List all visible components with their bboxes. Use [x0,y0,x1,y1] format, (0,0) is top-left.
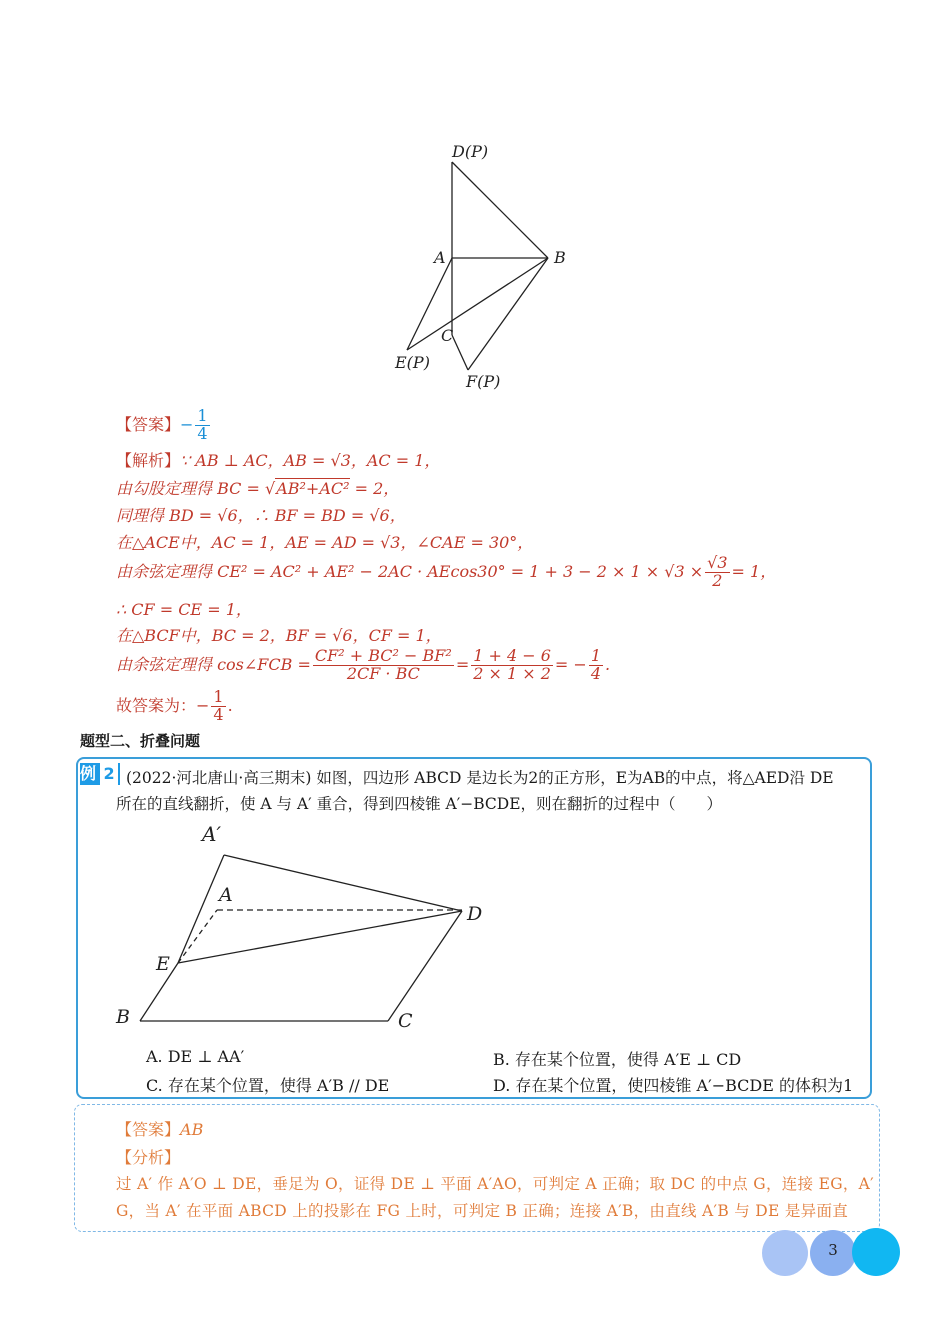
label-f: F(P) [466,372,501,391]
answer2-tag: 【答案】 [116,1120,181,1139]
analysis-line-7: 在△BCF中，BC = 2，BF = √6，CF = 1， [116,626,442,645]
label-e: E(P) [395,353,430,372]
example-question-line-1: (2022·河北唐山·高三期末) 如图，四边形 ABCD 是边长为2的正方形，E为AB的中点，将△AED沿 DE [126,769,834,787]
answer2-analysis-line-1: 过 A′ 作 A′O ⊥ DE，垂足为 O，证得 DE ⊥ 平面 A′AO，可判定 A 正确；取 DC 的中点 G，连接 EG，A′ [116,1175,874,1193]
label-e2: E [156,953,170,975]
page-decor-circle-right [852,1228,900,1276]
analysis-line-3: 同理得 BD = √6，∴ BF = BD = √6， [116,506,406,525]
example-question-line-2: 所在的直线翻折，使 A 与 A′ 重合，得到四棱锥 A′−BCDE，则在翻折的过程中（ ） [116,795,723,813]
analysis-line-5: 由余弦定理得 CE² = AC² + AE² − 2AC · AEcos30° = 1 + 3 − 2 × 1 × √3 × $\frac{√3}{2}$ = 1， [116,553,777,590]
analysis-line-2: 由勾股定理得 BC = √AB²+AC² = 2， [116,479,400,498]
answer2-value: AB [180,1120,204,1139]
option-c[interactable]: C. 存在某个位置，使得 A′B // DE [146,1076,390,1095]
figure-folding [100,815,500,1040]
analysis-line-8: 由余弦定理得 cos∠FCB = $\frac{\text{CF² + BC² − BF²}}{2CF \cdot BC}$ = $\frac{1 + 4 - 6}{2 \times 1 \times 2}$ = − $\frac{1}{4}$ . [116,646,611,683]
answer2-analysis-tag: 【分析】 [116,1148,181,1167]
answer-line: 【答案】− $\frac{1}{4}$ [116,406,208,443]
figure-pyramid-net [380,135,580,395]
answer2-analysis-line-2: G，当 A′ 在平面 ABCD 上的投影在 FG 上时，可判定 B 正确；连接 A′B，由直线 A′B 与 DE 是异面直 [116,1202,849,1220]
example-badge: 例 2 [80,763,120,785]
answer-tag: 【答案】 [116,414,181,434]
analysis-line-4: 在△ACE中，AC = 1，AE = AD = √3，∠CAE = 30°， [116,533,534,552]
label-c2: C [398,1010,413,1032]
label-b2: B [116,1006,130,1028]
analysis-line-6: ∴ CF = CE = 1， [116,600,252,619]
label-d: D(P) [452,142,489,161]
page-number: 3 [828,1241,838,1259]
label-c: C [441,326,454,345]
analysis-line-1: 【解析】∵ AB ⊥ AC，AB = √3，AC = 1， [116,451,441,470]
label-a: A [434,248,446,267]
option-b[interactable]: B. 存在某个位置，使得 A′E ⊥ CD [493,1050,742,1069]
label-a-prime: A′ [202,822,221,846]
option-a[interactable]: A. DE ⊥ AA′ [146,1047,245,1066]
section-title: 题型二、折叠问题 [80,732,201,750]
analysis-line-9: 故答案为：− $\frac{1}{4}$ . [116,687,233,724]
page-decor-circle-left [762,1230,808,1276]
answer2-line [116,1117,203,1140]
answer-fraction: $\frac{1}{4}$ [197,406,208,443]
label-b: B [554,248,566,267]
label-a2: A [219,884,233,906]
option-d[interactable]: D. 存在某个位置，使四棱锥 A′−BCDE 的体积为1 [493,1076,854,1095]
label-d2: D [467,903,483,925]
analysis-tag: 【解析】 [116,451,181,470]
